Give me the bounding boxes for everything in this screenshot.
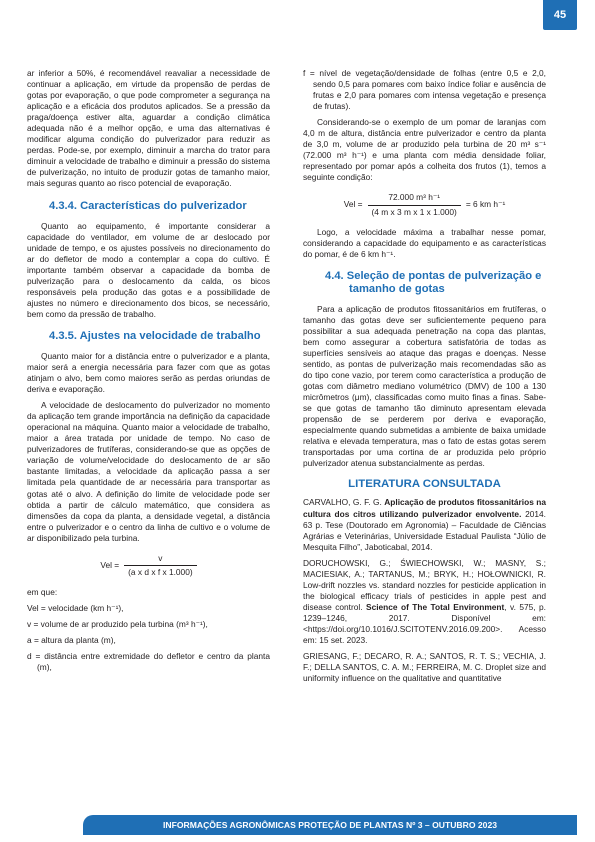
paragraph: Para a aplicação de produtos fitossanitários em frutíferas, o tamanho das gotas deve ser suficientemente pequeno para possibilitar a sua adequada penetração na copa das plantas, bem como assegurar a cobertura satisfatória de todas as superfícies sensíveis ao ataque das pragas e doenças. Nesse sentido, as pontas de pulverização mais recomendadas são as do tipo cone vazio, por terem como característica a produção de gotas com diâmetro mediano volumétrico (DMV) de 100 a 130 micrômetros (μm), classificadas como muito finas a finas. Sabe-se que gotas de tamanho tão diminuto apresentam elevada propensão de se perderem por deriva e evaporação, especialmente quando submetidas a ambiente de baixa umidade relativa e elevada temperatura, mas o fato de estas gotas serem transportadas por uma cortina de ar produzida pelo próprio pulverizador atenua substancialmente as perdas.	[303, 303, 546, 469]
reference-carvalho	[303, 497, 546, 552]
right-column	[303, 68, 546, 689]
formula-denominator: (4 m x 3 m x 1 x 1.000)	[368, 205, 461, 218]
definition-vel: Vel = velocidade (km h⁻¹),	[27, 602, 124, 613]
reference-doruchowski	[303, 558, 546, 646]
left-column	[27, 68, 270, 673]
velocity-formula	[27, 553, 270, 578]
definition-f: f = nível de vegetação/densidade de folhas (entre 0,5 e 2,0, sendo 0,5 para pomares com baixo índice foliar e ausência de frutas e 2,0 para pomares com intensa vegetação e presença de frutas).	[303, 68, 546, 112]
em-que-label: em que:	[27, 586, 58, 597]
reference-griesang: GRIESANG, F.; DECARO, R. A.; SANTOS, R. T. S.; VECHIA, J. F.; DELLA SANTOS, C. A. M.; FERREIRA, M. C. Droplet size and uniformity influence on the qualitative and quantitative	[303, 651, 546, 684]
page-number: 45	[543, 0, 577, 30]
formula-numerator: 72.000 m³ h⁻¹	[388, 192, 441, 203]
section-heading-434: 4.3.4. Características do pulverizador	[49, 199, 247, 212]
definition-a: a = altura da planta (m),	[27, 634, 116, 645]
ref-journal: Science of The Total Environment	[366, 601, 505, 612]
ref-details: 2014. 63 p. Tese (Doutorado em Agronomia) – Faculdade de Ciências Agrárias e Veterinárias, Universidade Estadual Paulista “Júlio de Mesquita Filho”, Jaboticabal, 2014.	[303, 508, 547, 552]
ref-title: Aplicação de produtos fitossanitários na cultura dos citros utilizando pulverizador envolvente.	[303, 497, 546, 519]
paragraph: ar inferior a 50%, é recomendável reavaliar a necessidade de continuar a aplicação, em virtude da propensão de perdas de gotas por evaporação, o que pode comprometer a segurança na aplicação e a eficácia dos produtos aplicados. Se a pressão da praga/doença estiver alta, aguardar a condição climática adequada não é a melhor opção, e uma das alternativas é modificar alguma condição do pulverizador para reduzir as perdas. Pode-se, por exemplo, diminuir a marcha do trator para diminuir a velocidade de trabalho e diminuir a pressão do sistema de pulverização, no intuito de produzir gotas de tamanho maior, mais seguras quanto ao risco potencial de evaporação.	[27, 68, 270, 189]
formula-lhs: Vel =	[100, 559, 120, 570]
paragraph: Quanto ao equipamento, é importante considerar a capacidade do ventilador, em volume de ar deslocado por unidade de tempo, e os ajustes possíveis no direcionamento do ar do defletor de modo a contemplar a copa do cultivo. É importante também observar a capacidade da bomba de pulverização para o deslocamento da calda, os bicos responsáveis pela produção das gotas e a possibilidade de ajustes no número e direcionamento dos bicos, se necessário, bem como da pressão de trabalho.	[27, 220, 270, 319]
definition-d: d = distância entre extremidade do defletor e centro da planta (m),	[27, 651, 270, 673]
formula-denominator: (a x d x f x 1.000)	[124, 565, 196, 578]
section-heading-435: 4.3.5. Ajustes na velocidade de trabalho	[49, 329, 261, 342]
example-formula	[303, 192, 546, 217]
formula-fraction	[124, 553, 196, 578]
paragraph: Considerando-se o exemplo de um pomar de laranjas com 4,0 m de altura, distância entre pulverizador e centro da planta de 3,0 m, volume de ar produzido pela turbina de 20 m³ s⁻¹ (72.000 m³ h⁻¹) e uma planta com média densidade foliar, representado por pomar após a colheita dos frutos (1), temos a seguinte condição:	[303, 117, 546, 183]
paragraph: Quanto maior for a distância entre o pulverizador e a planta, maior será a energia necessária para fazer com que as gotas atinjam o alvo, bem como maiores serão as perdas oriundas de deriva e evaporação.	[27, 350, 270, 395]
definition-v: v = volume de ar produzido pela turbina (m³ h⁻¹),	[27, 618, 208, 629]
footer-banner: INFORMAÇÕES AGRONÔMICAS PROTEÇÃO DE PLANTAS Nº 3 – OUTUBRO 2023	[83, 815, 577, 835]
formula-fraction	[368, 192, 461, 217]
paragraph: A velocidade de deslocamento do pulverizador no momento da aplicação tem grande importância na definição da capacidade operacional na máquina. Quanto maior a velocidade de trabalho, maior a área tratada por unidade de tempo. No caso de pulverizadores de frutíferas, considerando-se que as opções de variação de volume/velocidade do deslocamento de ar são bastante limitadas, a velocidade da aplicação passa a ser limitada pela quantidade de ar necessária para transportar as gotas até o alvo. A definição do limite de velocidade pode ser obtida a partir de cálculo matemático, que considera as dimensões da copa da planta, a densidade vegetal, a distância entre o pulverizador e o centro da linha de cultivo e o volume de ar disponibilizado pela turbina.	[27, 400, 270, 543]
ref-authors: CARVALHO, G. F. G.	[303, 497, 385, 508]
ref-authors: DORUCHOWSKI, G.; ŚWIECHOWSKI, W.; MASNY, S.; MACIESIAK, A.; TARTANUS, M.; BRYK, H.; HOŁOWNICKI, R. Low-drift nozzles vs. standard nozzles for pesticide application in the biological efficacy trials of pesticides in apple pest and disease control.	[303, 557, 546, 612]
ref-details: , v. 575, p. 1239–1246, 2017. Disponível em: <https://doi.org/10.1016/J.SCITOTENV.2016.09.200>. Acesso em: 15 set. 2023.	[303, 601, 546, 646]
literature-heading: LITERATURA CONSULTADA	[348, 478, 501, 491]
formula-lhs: Vel =	[343, 199, 363, 210]
formula-numerator: v	[158, 552, 163, 563]
paragraph: Logo, a velocidade máxima a trabalhar nesse pomar, considerando a capacidade do equipamento e as características do pomar, é de 6 km h⁻¹.	[303, 226, 546, 259]
formula-result: = 6 km h⁻¹	[465, 199, 506, 210]
section-heading-44: 4.4. Seleção de pontas de pulverização e tamanho de gotas	[325, 269, 542, 295]
